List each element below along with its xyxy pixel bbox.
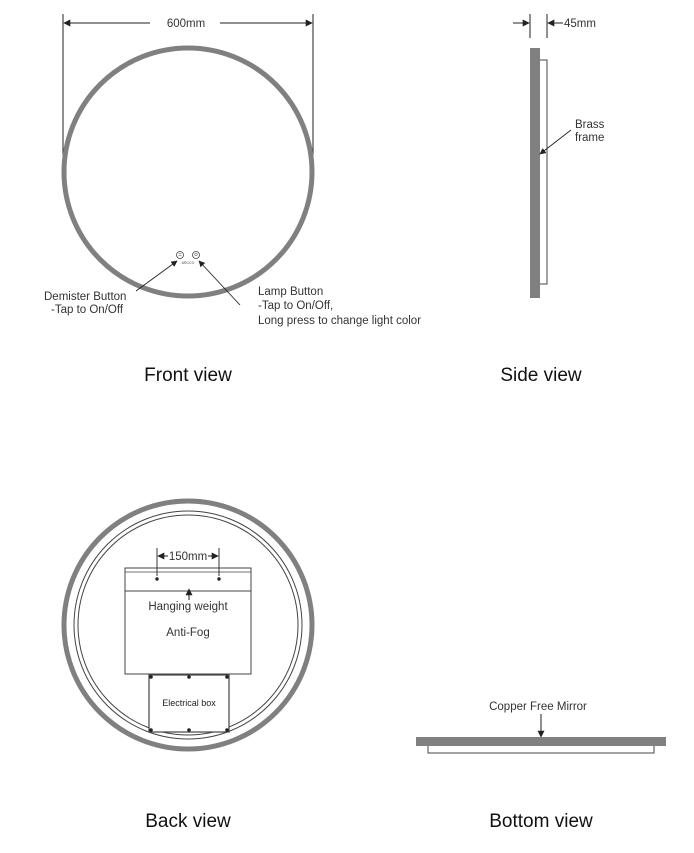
brand-logo: ARCCO [181, 261, 195, 265]
lamp-label-line3: Long press to change light color [258, 315, 422, 327]
hanging-hole-left [155, 577, 158, 580]
front-view [44, 14, 421, 386]
hanging-weight-label: Hanging weight [148, 601, 228, 613]
front-view-title: Front view [144, 365, 232, 386]
electrical-box-screw [225, 728, 229, 732]
brass-frame-label-line1: Brass [575, 119, 605, 131]
electrical-box-screw [225, 675, 229, 679]
bottom-backing-box [428, 746, 654, 753]
brass-frame-label-line2: frame [575, 132, 605, 144]
side-backing-box [540, 60, 547, 284]
front-mirror-frame [64, 48, 312, 296]
bottom-view-title: Bottom view [489, 811, 593, 832]
electrical-box-screw [187, 728, 191, 732]
side-view [500, 14, 604, 386]
bottom-mirror-frame [416, 737, 666, 746]
bottom-view [416, 701, 666, 832]
front-width-dimension: 600mm [166, 18, 206, 30]
hanging-hole-right [217, 577, 220, 580]
demister-button-icon [177, 252, 184, 259]
brass-frame-callout-line [540, 130, 571, 154]
hanging-bracket [125, 568, 251, 591]
demister-callout-line [136, 261, 177, 291]
side-mirror-frame [530, 48, 540, 298]
lamp-callout-line [199, 261, 240, 305]
lamp-button-icon [193, 252, 200, 259]
back-view-title: Back view [145, 811, 231, 832]
electrical-box-label: Electrical box [162, 698, 216, 708]
electrical-box-screw [149, 675, 153, 679]
back-spacing-dimension: 150mm [168, 551, 208, 563]
lamp-label-line2: -Tap to On/Off, [258, 300, 334, 312]
back-view [64, 501, 312, 832]
side-depth-dimension: 45mm [564, 18, 596, 30]
demister-label-line1: Demister Button [44, 291, 127, 303]
electrical-box-screw [187, 675, 191, 679]
anti-fog-label: Anti-Fog [166, 627, 210, 639]
lamp-label-line1: Lamp Button [258, 286, 324, 298]
side-view-title: Side view [500, 365, 582, 386]
demister-label-line2: -Tap to On/Off [51, 304, 124, 316]
electrical-box-screw [149, 728, 153, 732]
copper-free-mirror-label: Copper Free Mirror [489, 701, 587, 713]
